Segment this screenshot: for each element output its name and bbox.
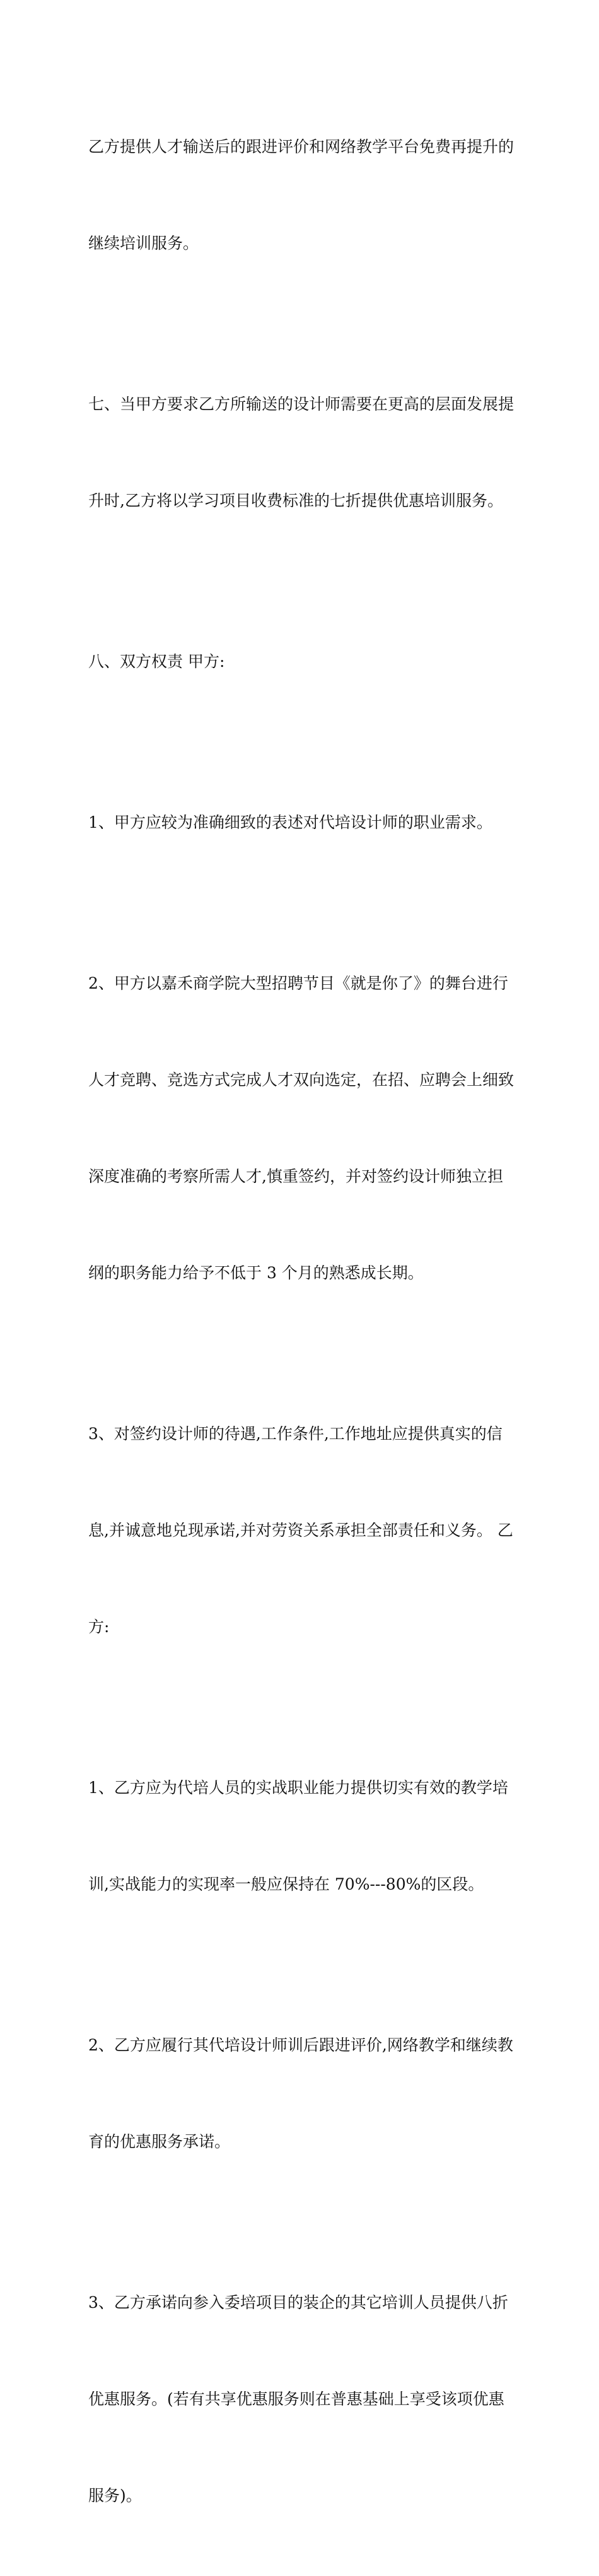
- text-line: 3、对签约设计师的待遇,工作条件,工作地址应提供真实的信: [88, 1425, 503, 1443]
- paragraph-party-b-item-3: [88, 2222, 517, 2576]
- paragraph-clause-seven: [88, 324, 517, 581]
- text-line: 2、甲方以嘉禾商学院大型招聘节目《就是你了》的舞台进行: [88, 974, 508, 992]
- paragraph-party-a-item-2: [88, 903, 517, 1353]
- text-line: 训,实战能力的实现率一般应保持在 70%---80%的区段。: [88, 1875, 484, 1893]
- paragraph-party-b-item-2: [88, 1965, 517, 2222]
- text-line: 升时,乙方将以学习项目收费标准的七折提供优惠培训服务。: [88, 491, 503, 510]
- text-line: 继续培训服务。: [88, 234, 199, 252]
- text-line: 育的优惠服务承诺。: [88, 2132, 231, 2151]
- text-line: 息,并诚意地兑现承诺,并对劳资关系承担全部责任和义务。 乙: [88, 1521, 513, 1539]
- text-line: 七、当甲方要求乙方所输送的设计师需要在更高的层面发展提: [88, 395, 515, 413]
- text-line: 1、甲方应较为准确细致的表述对代培设计师的职业需求。: [88, 813, 492, 832]
- text-line: 八、双方权责 甲方:: [88, 652, 225, 671]
- text-line: 2、乙方应履行其代培设计师训后跟进评价,网络教学和继续教: [88, 2036, 513, 2054]
- text-line: 深度准确的考察所需人才,慎重签约，并对签约设计师独立担: [88, 1167, 503, 1185]
- text-line: 优惠服务。(若有共享优惠服务则在普惠基础上享受该项优惠: [88, 2390, 504, 2408]
- text-line: 服务)。: [88, 2486, 142, 2505]
- paragraph-party-b-item-1: [88, 1707, 517, 1965]
- text-line: 纲的职务能力给予不低于 3 个月的熟悉成长期。: [88, 1264, 424, 1282]
- text-line: 乙方提供人才输送后的跟进评价和网络教学平台免费再提升的: [88, 138, 515, 156]
- paragraph-party-a-item-1: [88, 742, 517, 903]
- text-line: 3、乙方承诺向参入委培项目的装企的其它培训人员提供八折: [88, 2293, 508, 2312]
- text-line: 1、乙方应为代培人员的实战职业能力提供切实有效的教学培: [88, 1779, 508, 1797]
- text-line: 方:: [88, 1618, 110, 1636]
- text-line: 人才竞聘、竞选方式完成人才双向选定，在招、应聘会上细致: [88, 1071, 515, 1089]
- paragraph-clause-eight-heading: [88, 581, 517, 742]
- paragraph-followup-service: [88, 66, 517, 324]
- paragraph-party-a-item-3: [88, 1353, 517, 1707]
- document-body: [88, 66, 517, 2576]
